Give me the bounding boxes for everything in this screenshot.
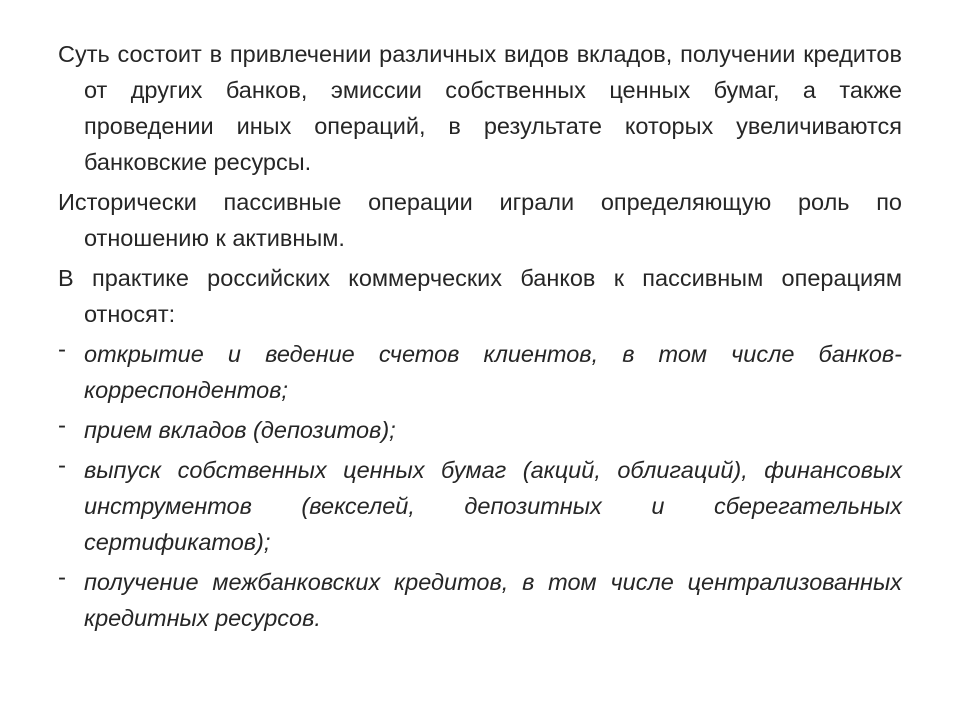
list-item-accounts — [58, 336, 902, 408]
bullet-dash: - — [58, 452, 66, 479]
paragraph-history: Исторически пассивные операции играли определяющую роль по отношению к активным. — [58, 189, 902, 251]
paragraph-practice: В практике российских коммерческих банков к пассивным операциям относят: — [58, 265, 902, 327]
list-item-text: прием вкладов (депозитов); — [84, 417, 396, 443]
list-item-deposits — [58, 412, 902, 448]
list-item-securities — [58, 452, 902, 560]
list-item-text: открытие и ведение счетов клиентов, в том числе банков-корреспондентов; — [84, 341, 902, 403]
list-item-text: получение межбанковских кредитов, в том числе централизованных кредитных ресурсов. — [84, 569, 902, 631]
list-item-text: выпуск собственных ценных бумаг (акций, облигаций), финансовых инструментов (векселей, депозитных и сберегательных сертификатов); — [84, 457, 902, 555]
list-item-interbank-credits — [58, 564, 902, 636]
passive-operations-list — [58, 336, 902, 636]
paragraph-essence: Суть состоит в привлечении различных видов вкладов, получении кредитов от других банков, эмиссии собственных ценных бумаг, а также проведении иных операций, в результате которых увеличиваются банковские ресурсы. — [58, 41, 902, 175]
bullet-dash: - — [58, 336, 66, 363]
bullet-dash: - — [58, 564, 66, 591]
bullet-dash: - — [58, 412, 66, 439]
